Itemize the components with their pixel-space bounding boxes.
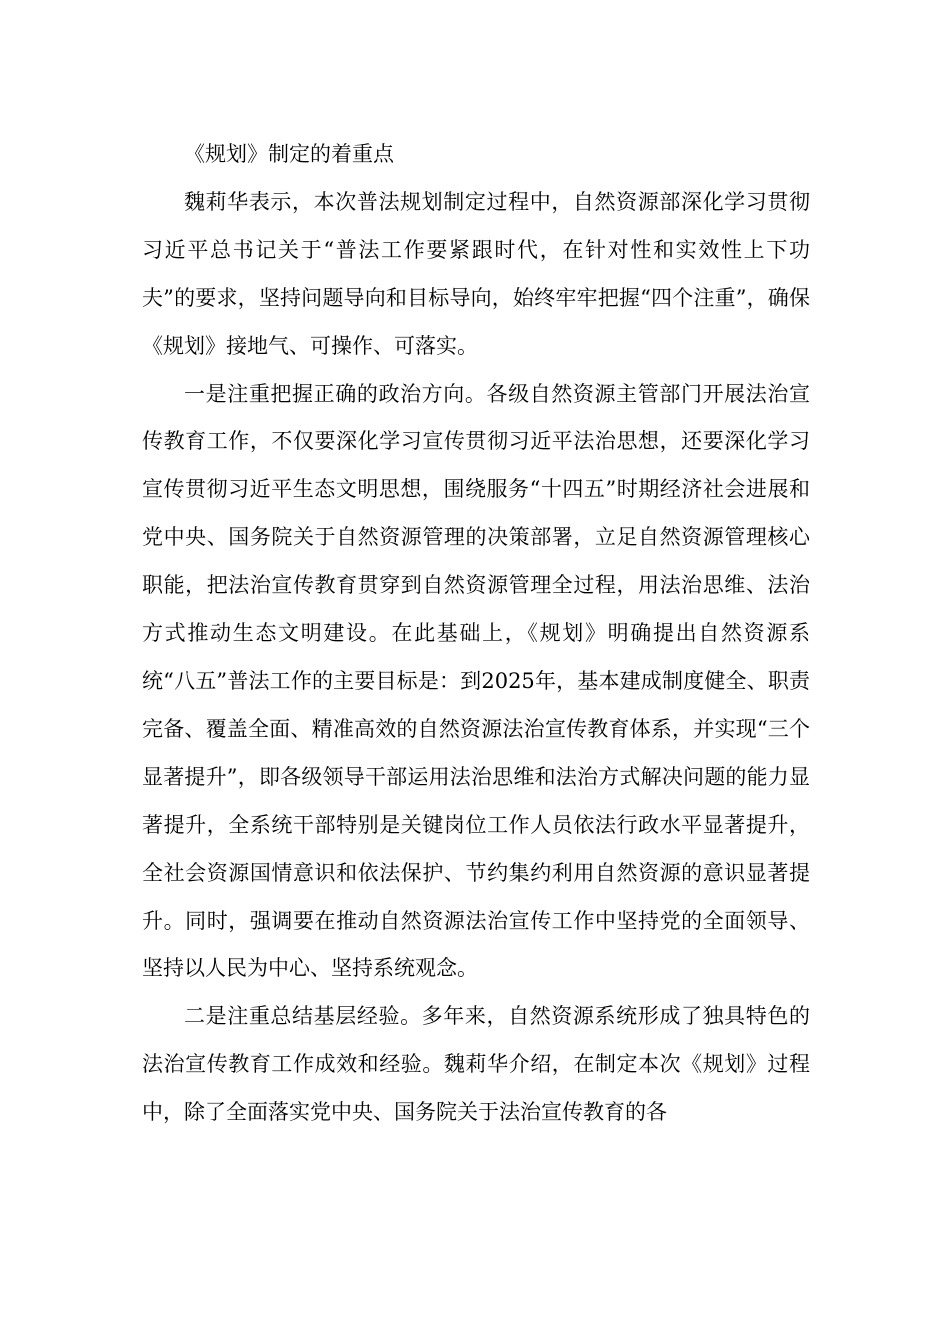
- section-heading: 《规划》制定的着重点: [184, 142, 394, 166]
- document-body: [142, 131, 810, 1137]
- paragraph-2: 一是注重把握正确的政治方向。各级自然资源主管部门开展法治宣传教育工作，不仅要深化学习宣传贯彻习近平法治思想，还要深化学习宣传贯彻习近平生态文明思想，围绕服务“十四五”时期经济社会进展和党中央、国务院关于自然资源管理的决策部署，立足自然资源管理核心职能，把法治宣传教育贯穿到自然资源管理全过程，用法治思维、法治方式推动生态文明建设。在此基础上，《规划》明确提出自然资源系统“八五”普法工作的主要目标是：到2025年，基本建成制度健全、职责完备、覆盖全面、精准高效的自然资源法治宣传教育体系，并实现“三个显著提升”，即各级领导干部运用法治思维和法治方式解决问题的能力显著提升，全系统干部特别是关键岗位工作人员依法行政水平显著提升，全社会资源国情意识和依法保护、节约集约利用自然资源的意识显著提升。同时，强调要在推动自然资源法治宣传工作中坚持党的全面领导、坚持以人民为中心、坚持系统观念。: [142, 381, 810, 981]
- paragraph-3: 二是注重总结基层经验。多年来，自然资源系统形成了独具特色的法治宣传教育工作成效和经验。魏莉华介绍，在制定本次《规划》过程中，除了全面落实党中央、国务院关于法治宣传教育的各: [142, 1004, 810, 1125]
- paragraph-1: 魏莉华表示，本次普法规划制定过程中，自然资源部深化学习贯彻习近平总书记关于“普法工作要紧跟时代，在针对性和实效性上下功夫”的要求，坚持问题导向和目标导向，始终牢牢把握“四个注重”，确保《规划》接地气、可操作、可落实。: [142, 189, 810, 358]
